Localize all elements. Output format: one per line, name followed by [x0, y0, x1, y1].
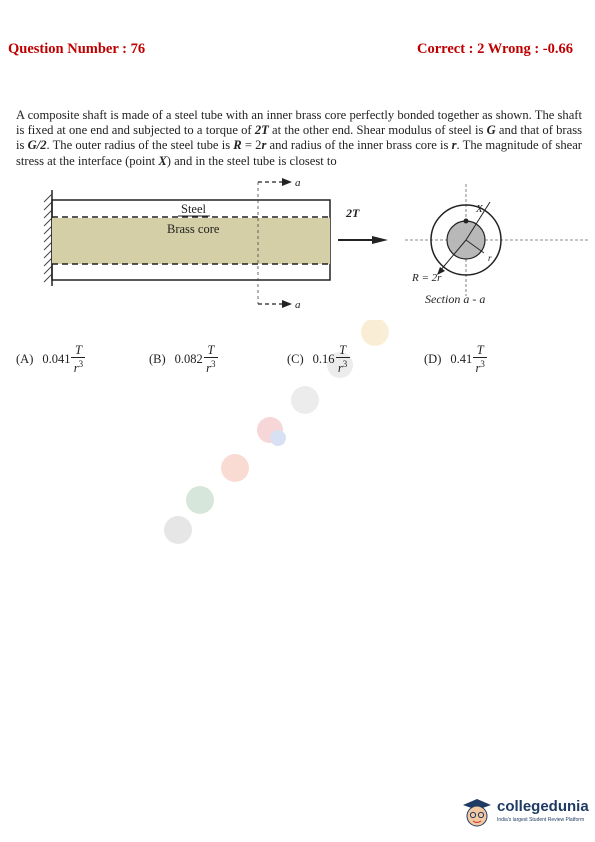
outer-radius-label: R = 2r — [412, 272, 442, 284]
mascot-icon — [459, 795, 495, 829]
collegedunia-logo — [459, 795, 589, 829]
brand-name: collegedunia — [497, 798, 589, 815]
fixed-support — [44, 190, 52, 286]
svg-text:r: r — [488, 253, 492, 263]
option-a[interactable]: (A) 0.041 $\frac{T}{r^3}$ — [16, 344, 85, 375]
option-b[interactable]: (B) 0.082 $\frac{T}{r^3}$ — [149, 344, 218, 375]
point-x-marker — [464, 219, 469, 224]
steel-label: Steel — [181, 202, 206, 216]
shaft-figure — [0, 168, 595, 318]
section-caption: Section a - a — [425, 292, 486, 306]
svg-text:X: X — [476, 203, 483, 215]
svg-text:2T: 2T — [346, 206, 360, 220]
svg-text:a: a — [295, 177, 301, 189]
svg-text:a: a — [295, 299, 301, 311]
brand-tagline: India's largest Student Review Platform — [497, 817, 585, 823]
fraction: $\frac{T}{r^3}$ — [204, 344, 218, 375]
option-c[interactable]: (C) 0.16 $\frac{T}{r^3}$ — [287, 344, 350, 375]
option-d[interactable]: (D) 0.41 $\frac{T}{r^3}$ — [424, 344, 487, 375]
question-text: A composite shaft is made of a steel tube with an inner brass core perfectly bonded together as shown. The shaft is fixed at one end and subjected to a torque of 2T at the other end. Shear modulus of steel is G and that of brass is G/2. The outer radius of the steel tube is R = 2r and radius of the inner brass core is r. The magnitude of shear stress at the interface (point X) and in the steel tube is closest to — [16, 108, 582, 168]
torque-arrow — [338, 206, 388, 244]
brass-core-label: Brass core — [167, 222, 220, 236]
cross-section — [405, 184, 590, 306]
question-number: Question Number : 76 — [8, 41, 146, 57]
fraction: $\frac{T}{r^3}$ — [336, 344, 350, 375]
score-info: Correct : 2 Wrong : -0.66 — [417, 41, 573, 57]
fraction: $\frac{T}{r^3}$ — [473, 344, 487, 375]
fraction: $\frac{T}{r^3}$ — [71, 344, 85, 375]
